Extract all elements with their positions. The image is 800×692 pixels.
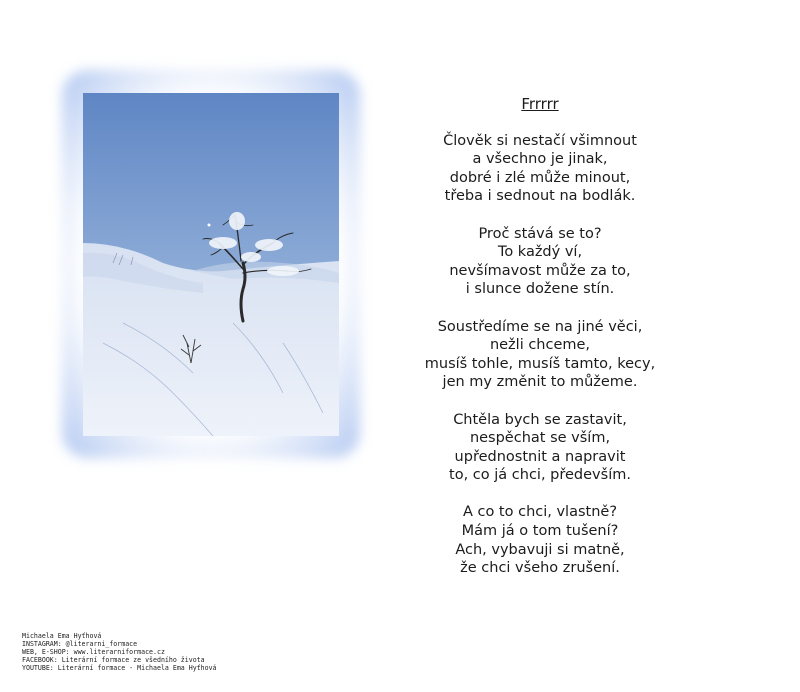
poem-stanza xyxy=(400,503,680,577)
poem-line: a všechno je jinak, xyxy=(472,151,608,168)
poem-line: že chci všeho zrušení. xyxy=(460,560,620,577)
poem-stanza xyxy=(400,318,680,392)
poem-line: To každý ví, xyxy=(497,244,583,261)
poem-line: dobré i zlé může minout, xyxy=(449,169,631,186)
poem xyxy=(400,95,680,596)
poem-stanza xyxy=(400,132,680,206)
poem-line: upřednostnit a napravit xyxy=(454,448,626,465)
poem-line: Proč stává se to? xyxy=(478,225,602,242)
poem-line: nevšímavost může za to, xyxy=(449,262,631,279)
poem-stanza xyxy=(400,411,680,485)
moon xyxy=(208,224,211,227)
poem-line: Ach, vybavuji si matně, xyxy=(455,541,625,558)
poem-line: Člověk si nestačí všimnout xyxy=(443,132,637,149)
poem-line: A co to chci, vlastně? xyxy=(462,504,618,521)
poem-line: musíš tohle, musíš tamto, kecy, xyxy=(424,355,656,372)
poem-line: Chtěla bych se zastavit, xyxy=(453,411,627,428)
poem-line: i slunce dožene stín. xyxy=(465,281,615,298)
winter-tree-photo xyxy=(83,93,339,436)
author-footer xyxy=(22,632,217,672)
poem-title: Frrrrr xyxy=(521,95,559,113)
poem-line: jen my změnit to můžeme. xyxy=(442,374,638,391)
author-name: Michaela Ema Hyťhová xyxy=(22,632,102,640)
poem-line: Mám já o tom tušení? xyxy=(461,523,619,540)
poem-stanza xyxy=(400,225,680,299)
facebook-line: FACEBOOK: Literární formace ze všedního života xyxy=(22,656,205,665)
poem-line: nespěchat se vším, xyxy=(469,430,611,447)
poem-line: nežli chceme, xyxy=(489,337,591,354)
youtube-line: YOUTUBE: Literární formace - Michaela Ema Hyťhová xyxy=(22,664,217,673)
instagram-line: INSTAGRAM: @literarni_formace xyxy=(22,640,138,649)
poem-line: třeba i sednout na bodlák. xyxy=(444,188,636,205)
poem-line: to, co já chci, především. xyxy=(449,467,631,484)
photo-illustration xyxy=(83,93,339,436)
web-line: WEB, E-SHOP: www.literarniformace.cz xyxy=(22,648,165,657)
poem-line: Soustředíme se na jiné věci, xyxy=(437,318,643,335)
